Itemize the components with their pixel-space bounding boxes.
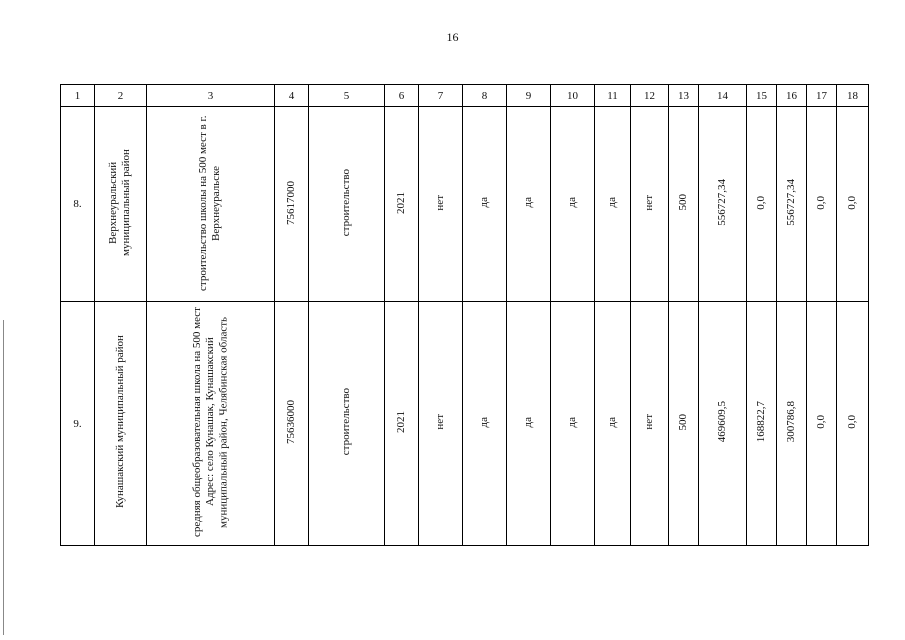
cell-14 xyxy=(699,107,747,302)
header-cell: 17 xyxy=(807,85,837,107)
value-text: 0,0 xyxy=(754,195,767,210)
value-text: 500 xyxy=(676,413,689,431)
value-text: да xyxy=(605,197,618,208)
district-text: Верхнеуральский муниципальный район xyxy=(107,149,133,256)
year-cell xyxy=(385,302,419,546)
value-text: нет xyxy=(433,194,446,211)
cell-9 xyxy=(507,302,551,546)
header-cell: 9 xyxy=(507,85,551,107)
year-cell xyxy=(385,107,419,302)
cell-17 xyxy=(807,107,837,302)
row-number: 9. xyxy=(61,302,95,546)
cell-8 xyxy=(463,302,507,546)
value-text: 469609,5 xyxy=(715,401,728,443)
header-cell: 16 xyxy=(777,85,807,107)
cell-10 xyxy=(551,107,595,302)
cell-9 xyxy=(507,107,551,302)
page-number: 16 xyxy=(446,30,459,44)
year-text: 2021 xyxy=(394,411,407,433)
code-cell xyxy=(275,302,309,546)
value-text: 0,0 xyxy=(845,415,858,429)
object-cell xyxy=(147,302,275,546)
cell-15 xyxy=(747,302,777,546)
table-row xyxy=(61,107,869,302)
cell-18 xyxy=(837,302,869,546)
header-row xyxy=(61,85,869,107)
header-cell: 1 xyxy=(61,85,95,107)
value-text: да xyxy=(565,197,578,208)
value-text: 0,0 xyxy=(814,195,827,210)
value-text: нет xyxy=(642,414,655,430)
header-cell: 6 xyxy=(385,85,419,107)
cell-14 xyxy=(699,302,747,546)
value-text: да xyxy=(477,197,490,208)
cell-18 xyxy=(837,107,869,302)
cell-7 xyxy=(419,107,463,302)
cell-17 xyxy=(807,302,837,546)
cell-8 xyxy=(463,107,507,302)
district-text: Кунашакский муниципальный район xyxy=(113,335,126,509)
header-cell: 8 xyxy=(463,85,507,107)
value-text: 0,0 xyxy=(845,195,858,210)
header-cell: 10 xyxy=(551,85,595,107)
object-cell xyxy=(147,107,275,302)
header-cell: 14 xyxy=(699,85,747,107)
value-text: 300786,8 xyxy=(784,401,797,443)
value-text: 500 xyxy=(676,194,689,211)
value-text: 556727,34 xyxy=(715,179,728,226)
cell-10 xyxy=(551,302,595,546)
code-text: 75617000 xyxy=(284,180,297,225)
object-text: строительство школы на 500 мест в г. Верхнеуральске xyxy=(197,114,223,291)
value-text: да xyxy=(605,416,618,428)
header-cell: 3 xyxy=(147,85,275,107)
value-text: 168822,7 xyxy=(754,401,767,443)
value-text: да xyxy=(477,416,490,428)
cell-13 xyxy=(669,302,699,546)
header-cell: 11 xyxy=(595,85,631,107)
cell-7 xyxy=(419,302,463,546)
work-type-text: строительство xyxy=(339,388,352,456)
value-text: да xyxy=(521,416,534,428)
header-cell: 7 xyxy=(419,85,463,107)
row-number: 8. xyxy=(61,107,95,302)
header-cell: 2 xyxy=(95,85,147,107)
value-text: нет xyxy=(642,194,655,211)
header-cell: 15 xyxy=(747,85,777,107)
header-cell: 13 xyxy=(669,85,699,107)
year-text: 2021 xyxy=(394,191,407,214)
value-text: да xyxy=(521,197,534,208)
district-cell xyxy=(95,302,147,546)
value-text: да xyxy=(565,416,578,428)
header-cell: 5 xyxy=(309,85,385,107)
value-text: нет xyxy=(433,414,446,430)
cell-16 xyxy=(777,302,807,546)
value-text: 0,0 xyxy=(814,415,827,429)
work-type-text: строительство xyxy=(339,168,352,237)
cell-11 xyxy=(595,302,631,546)
cell-12 xyxy=(631,302,669,546)
header-cell: 18 xyxy=(837,85,869,107)
code-cell xyxy=(275,107,309,302)
work-type-cell xyxy=(309,107,385,302)
code-text: 75636000 xyxy=(284,400,297,444)
cell-12 xyxy=(631,107,669,302)
data-table xyxy=(60,84,869,546)
cell-11 xyxy=(595,107,631,302)
scan-edge-line xyxy=(3,320,4,635)
cell-16 xyxy=(777,107,807,302)
header-cell: 12 xyxy=(631,85,669,107)
district-cell xyxy=(95,107,147,302)
work-type-cell xyxy=(309,302,385,546)
cell-13 xyxy=(669,107,699,302)
table-row xyxy=(61,302,869,546)
object-text: средняя общеобразовательная школа на 500 мест Адрес: село Кунашак, Кунашакский муниципальный район, Челябинская область xyxy=(190,307,230,537)
cell-15 xyxy=(747,107,777,302)
header-cell: 4 xyxy=(275,85,309,107)
value-text: 556727,34 xyxy=(784,179,797,226)
